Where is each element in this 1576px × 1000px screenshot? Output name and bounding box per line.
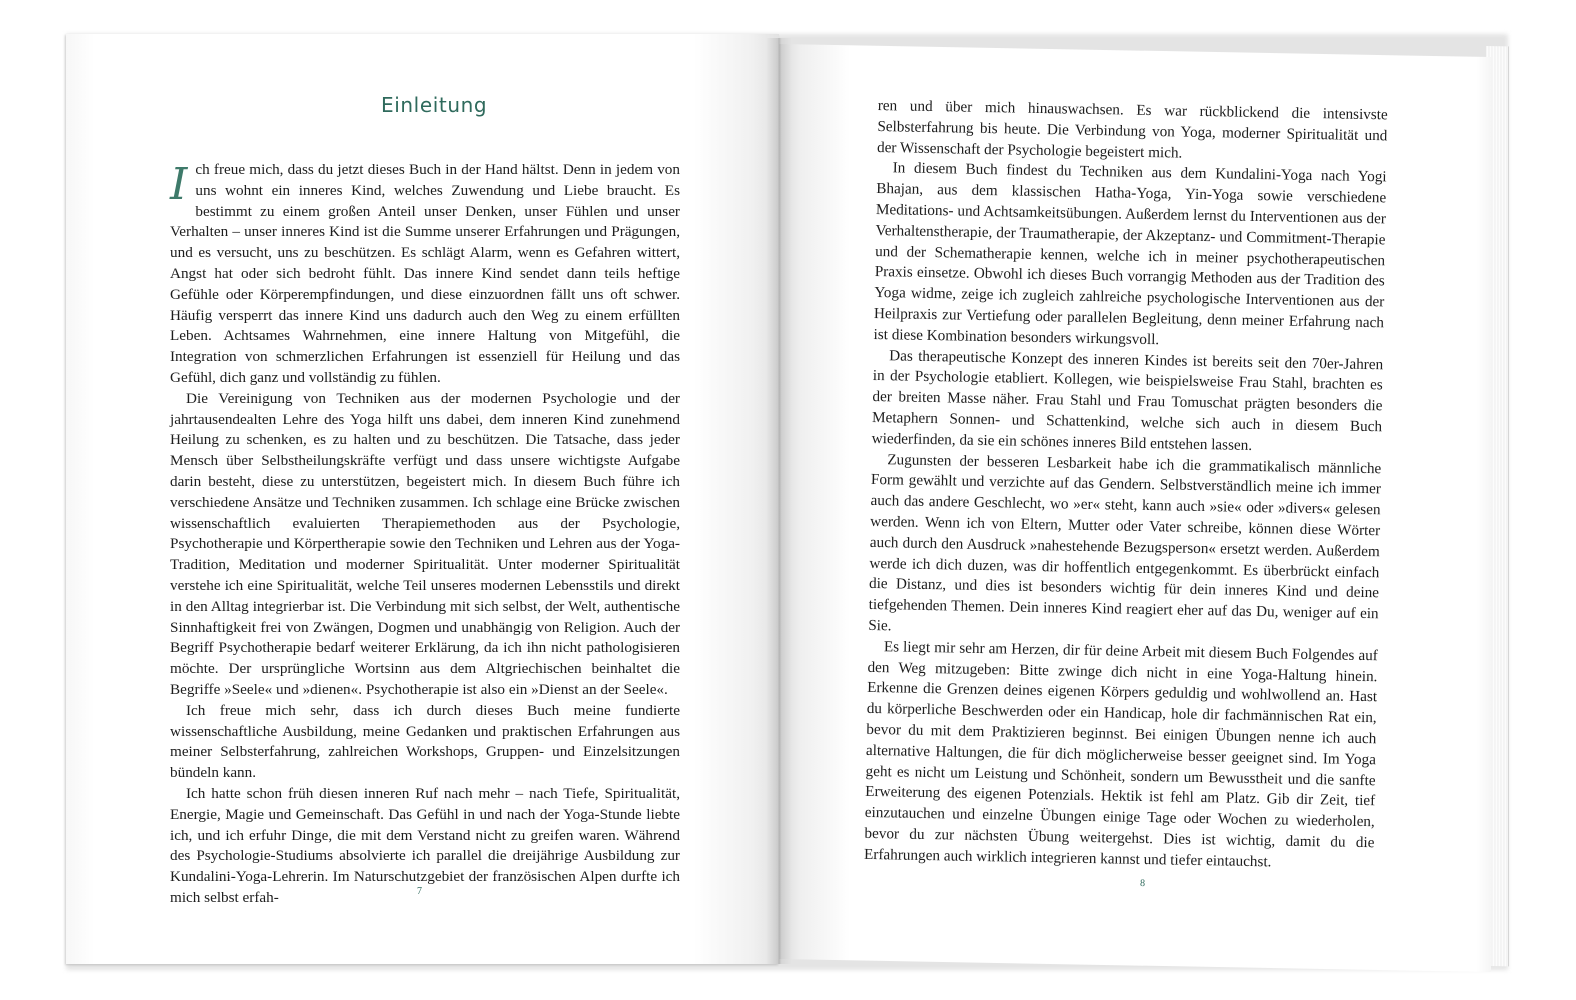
paragraph: Das therapeutische Konzept des inneren Kindes ist bereits seit den 70er-Jahren in der Psychologie etabliert. Kollegen, wie beispielsweise Frau Stahl, brachten es der breiten Masse näher. Frau Stahl und Frau Tomuschat prägten besonders die Metaphern Sonnen- und Schattenkind, welche sich auch in diesem Buch wiederfinden, da sie ein schönes inneres Bild entstehen lassen. bbox=[871, 346, 1384, 454]
paragraph: Die Vereinigung von Techniken aus der modernen Psychologie und der jahrtausendealten Lehre des Yoga hilft uns dabei, dem inneren Kind zunehmend Heilung zu schenken, es zu halten und zu beschützen. Die Tatsache, dass jeder Mensch über Selbstheilungskräfte verfügt und dass unsere wichtigste Aufgabe darin besteht, diese zu unterstützen, begeistert mich. In diesem Buch führe ich verschiedene Ansätze und Techniken zusammen. Ich schlage eine Brücke zwischen wissenschaftlich evaluierten Therapiemethoden aus der Psychologie, Psychotherapie und Körpertherapie sowie den Techniken und Lehren aus der Yoga-Tradition, Meditation und moderner Spiritualität. Unter moderner Spiritualität verstehe ich eine Spiritualität, welche Teil unseres modernen Lebensstils und direkt in den Alltag integrierbar ist. Die Verbindung mit sich selbst, der Welt, authentische Sinnhaftigkeit frei von Zwängen, Dogmen und unabhängig von Religion. Auch der Begriff Psychotherapie bedarf weiterer Erklärung, da ich ihn nicht pathologisieren möchte. Der ursprüngliche Wortsinn aus dem Altgriechischen beinhaltet die Begriffe »Seele« und »dienen«. Psychotherapie ist also ein »Dienst an der Seele«. bbox=[170, 389, 680, 698]
page-number-left: 7 bbox=[417, 886, 422, 897]
right-page-body bbox=[864, 96, 1388, 875]
page-number-right: 8 bbox=[1139, 877, 1146, 890]
paragraph-text: ch freue mich, dass du jetzt dieses Buch in der Hand hältst. Denn in jedem von uns wohnt ein inneres Kind, welches Zuwendung und Liebe braucht. Es bestimmt zu einem großen Anteil unser Denken, unser Fühlen und unser Verhalten – unser inneres Kind ist die Summe unserer Erfahrungen und Prägungen, und es versucht, uns zu beschützen. Es schlägt Alarm, wenn es Gefahren wittert, Angst hat oder sich bedroht fühlt. Das innere Kind sendet dann teils heftige Gefühle oder Körperempfindungen, und diese einzuordnen fällt uns oft schwer. Häufig versperrt das innere Kind uns dadurch auch den Weg zu einem erfüllten Leben. Achtsames Wahrnehmen, eine innere Haltung von Mitgefühl, die Integration von schmerzlichen Erfahrungen ist essenziell für Heilung und das Gefühl, dich ganz und vollständig zu fühlen. bbox=[170, 161, 680, 386]
paragraph: Ich freue mich sehr, dass ich durch dieses Buch meine fundierte wissenschaftliche Ausbildung, meine Gedanken und praktischen Erfahrungen aus meiner Selbsterfahrung, zahlreichen Workshops, Gruppen- und Einzelsitzungen bündeln kann. bbox=[170, 701, 680, 782]
paragraph: In diesem Buch findest du Techniken aus dem Kundalini-Yoga nach Yogi Bhajan, aus dem klassischen Hatha-Yoga, Yin-Yoga sowie verschiedene Meditations- und Achtsamkeitsübungen. Außerdem lernst du Interventionen aus der Verhaltenstherapie, der Traumatherapie, der Akzeptanz- und Commitment-Therapie und der Schematherapie kennen, welche ich in meiner psychotherapeutischen Praxis einsetze. Obwohl ich dieses Buch vorrangig Methoden aus der Tradition des Yoga widme, zeige ich zugleich zahlreiche psychologische Interventionen aus der Heilpraxis zur Vertiefung oder parallelen Begleitung, denn meiner Erfahrung nach ist diese Kombination besonders wirkungsvoll. bbox=[873, 159, 1387, 348]
paragraph: Zugunsten der besseren Lesbarkeit habe ich die grammatikalisch männliche Form gewählt und verzichte auf das Gendern. Selbstverständlich meine ich immer auch das andere Geschlecht, wo »er« steht, kann auch »sie« oder »divers« gelesen werden. Wenn ich von Eltern, Mutter oder Vater schreibe, können diese Wörter auch durch den Ausdruck »nahestehende Bezugsperson« ersetzt werden. Außerdem werde ich dich duzen, was dir hoffentlich entgegenkommt. Es überbrückt einfach die Distanz, und dies ist besonders wichtig für dein inneres Kind und deine tiefgehenden Themen. Dein inneres Kind reagiert eher auf das Du, weniger auf ein Sie. bbox=[868, 450, 1382, 635]
book-gutter bbox=[766, 38, 792, 964]
paragraph: Ich hatte schon früh diesen inneren Ruf nach mehr – nach Tiefe, Spiritualität, Energie, Magie und Gemeinschaft. Das Gefühl in und nach der Yoga-Stunde liebte ich, und ich erfuhr Dinge, die mit dem Verstand nicht zu greifen waren. Während des Psychologie-Studiums absolvierte ich parallel die dreijährige Ausbildung zur Kundalini-Yoga-Lehrerin. Im Naturschutzgebiet der französischen Alpen durfte ich mich selbst erfah- bbox=[170, 784, 680, 906]
drop-cap: I bbox=[170, 159, 188, 210]
left-page-body bbox=[170, 160, 680, 909]
paragraph: ren und über mich hinauswachsen. Es war rückblickend die intensivste Selbsterfahrung bis heute. Die Verbindung von Yoga, moderner Spiritualität und der Wissenschaft der Psychologie begeistert mich. bbox=[876, 96, 1388, 162]
chapter-title: Einleitung bbox=[381, 93, 488, 117]
paragraph: Es liegt mir sehr am Herzen, dir für deine Arbeit mit diesem Buch Folgendes auf den Weg mitzugeben: Bitte zwinge dich nicht in eine Yoga-Haltung hinein. Erkenne die Grenzen deines eigenen Körpers geduldig und wohlwollend an. Hast du körperliche Beschwerden oder ein Handicap, hole dir fachmännischen Rat ein, bevor du mit dem Praktizieren beginnst. Bei einigen Übungen nenne ich auch alternative Haltungen, die für dich möglicherweise besser geeignet sind. Im Yoga geht es nicht um Leistung und Schönheit, sondern um Bewusstheit und die sanfte Erweiterung des eigenen Potenzials. Hektik ist fehl am Platz. Gib dir Zeit, tief einzutauchen und einzelne Übungen einige Tage oder Wochen zu wiederholen, bevor du zur nächsten Übung weitergehst. Dies ist wichtig, damit du die Erfahrungen auch wirklich integrieren kannst und tiefer eintauchst. bbox=[863, 637, 1378, 871]
paragraph bbox=[170, 160, 680, 389]
